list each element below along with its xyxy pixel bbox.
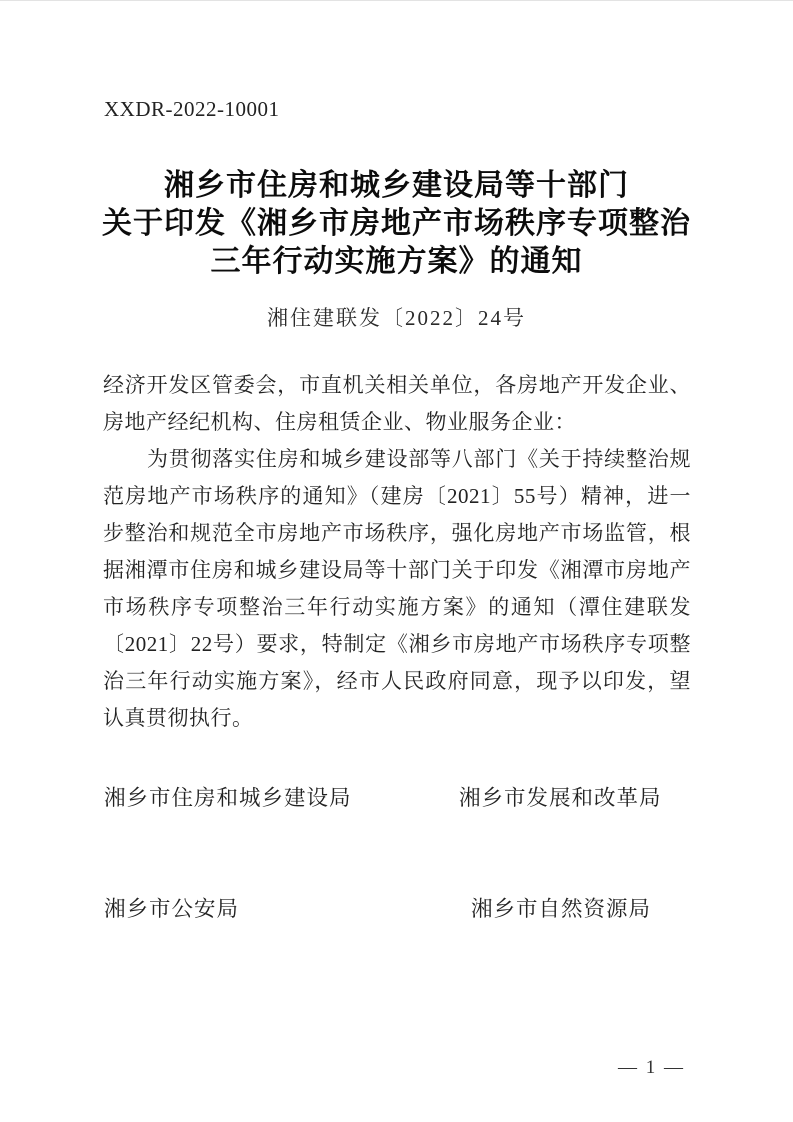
salutation-line: 经济开发区管委会，市直机关相关单位，各房地产开发企业、 (103, 373, 691, 397)
title-line-2: 关于印发《湘乡市房地产市场秩序专项整治 (102, 207, 691, 240)
body-line: 为贯彻落实住房和城乡建设部等八部门《关于持续整治规 (147, 447, 691, 471)
signature-public-security-bureau: 湘乡市公安局 (104, 897, 240, 921)
body-line: 步整治和规范全市房地产市场秩序，强化房地产市场监管，根 (103, 521, 691, 545)
salutation-line: 房地产经纪机构、住房租赁企业、物业服务企业： (103, 410, 576, 434)
document-number: 湘住建联发〔2022〕24号 (267, 306, 526, 330)
body-line: 〔2021〕22号）要求，特制定《湘乡市房地产市场秩序专项整 (103, 632, 691, 656)
body-line: 市场秩序专项整治三年行动实施方案》的通知（潭住建联发 (103, 595, 691, 619)
title-line-1: 湘乡市住房和城乡建设局等十部门 (164, 169, 629, 202)
document-title (0, 167, 793, 281)
signature-housing-bureau: 湘乡市住房和城乡建设局 (104, 786, 352, 810)
document-reference-code: XXDR-2022-10001 (104, 97, 280, 121)
body-line: 治三年行动实施方案》，经市人民政府同意，现予以印发，望 (103, 669, 691, 693)
signature-development-reform-bureau: 湘乡市发展和改革局 (459, 786, 662, 810)
document-body (103, 367, 691, 737)
body-line: 据湘潭市住房和城乡建设局等十部门关于印发《湘潭市房地产 (103, 558, 691, 582)
body-line: 认真贯彻执行。 (103, 706, 254, 730)
body-line: 范房地产市场秩序的通知》（建房〔2021〕55号）精神，进一 (103, 484, 691, 508)
title-line-3: 三年行动实施方案》的通知 (210, 245, 583, 278)
signature-natural-resources-bureau: 湘乡市自然资源局 (471, 897, 652, 921)
page-number: — 1 — (618, 1057, 685, 1078)
